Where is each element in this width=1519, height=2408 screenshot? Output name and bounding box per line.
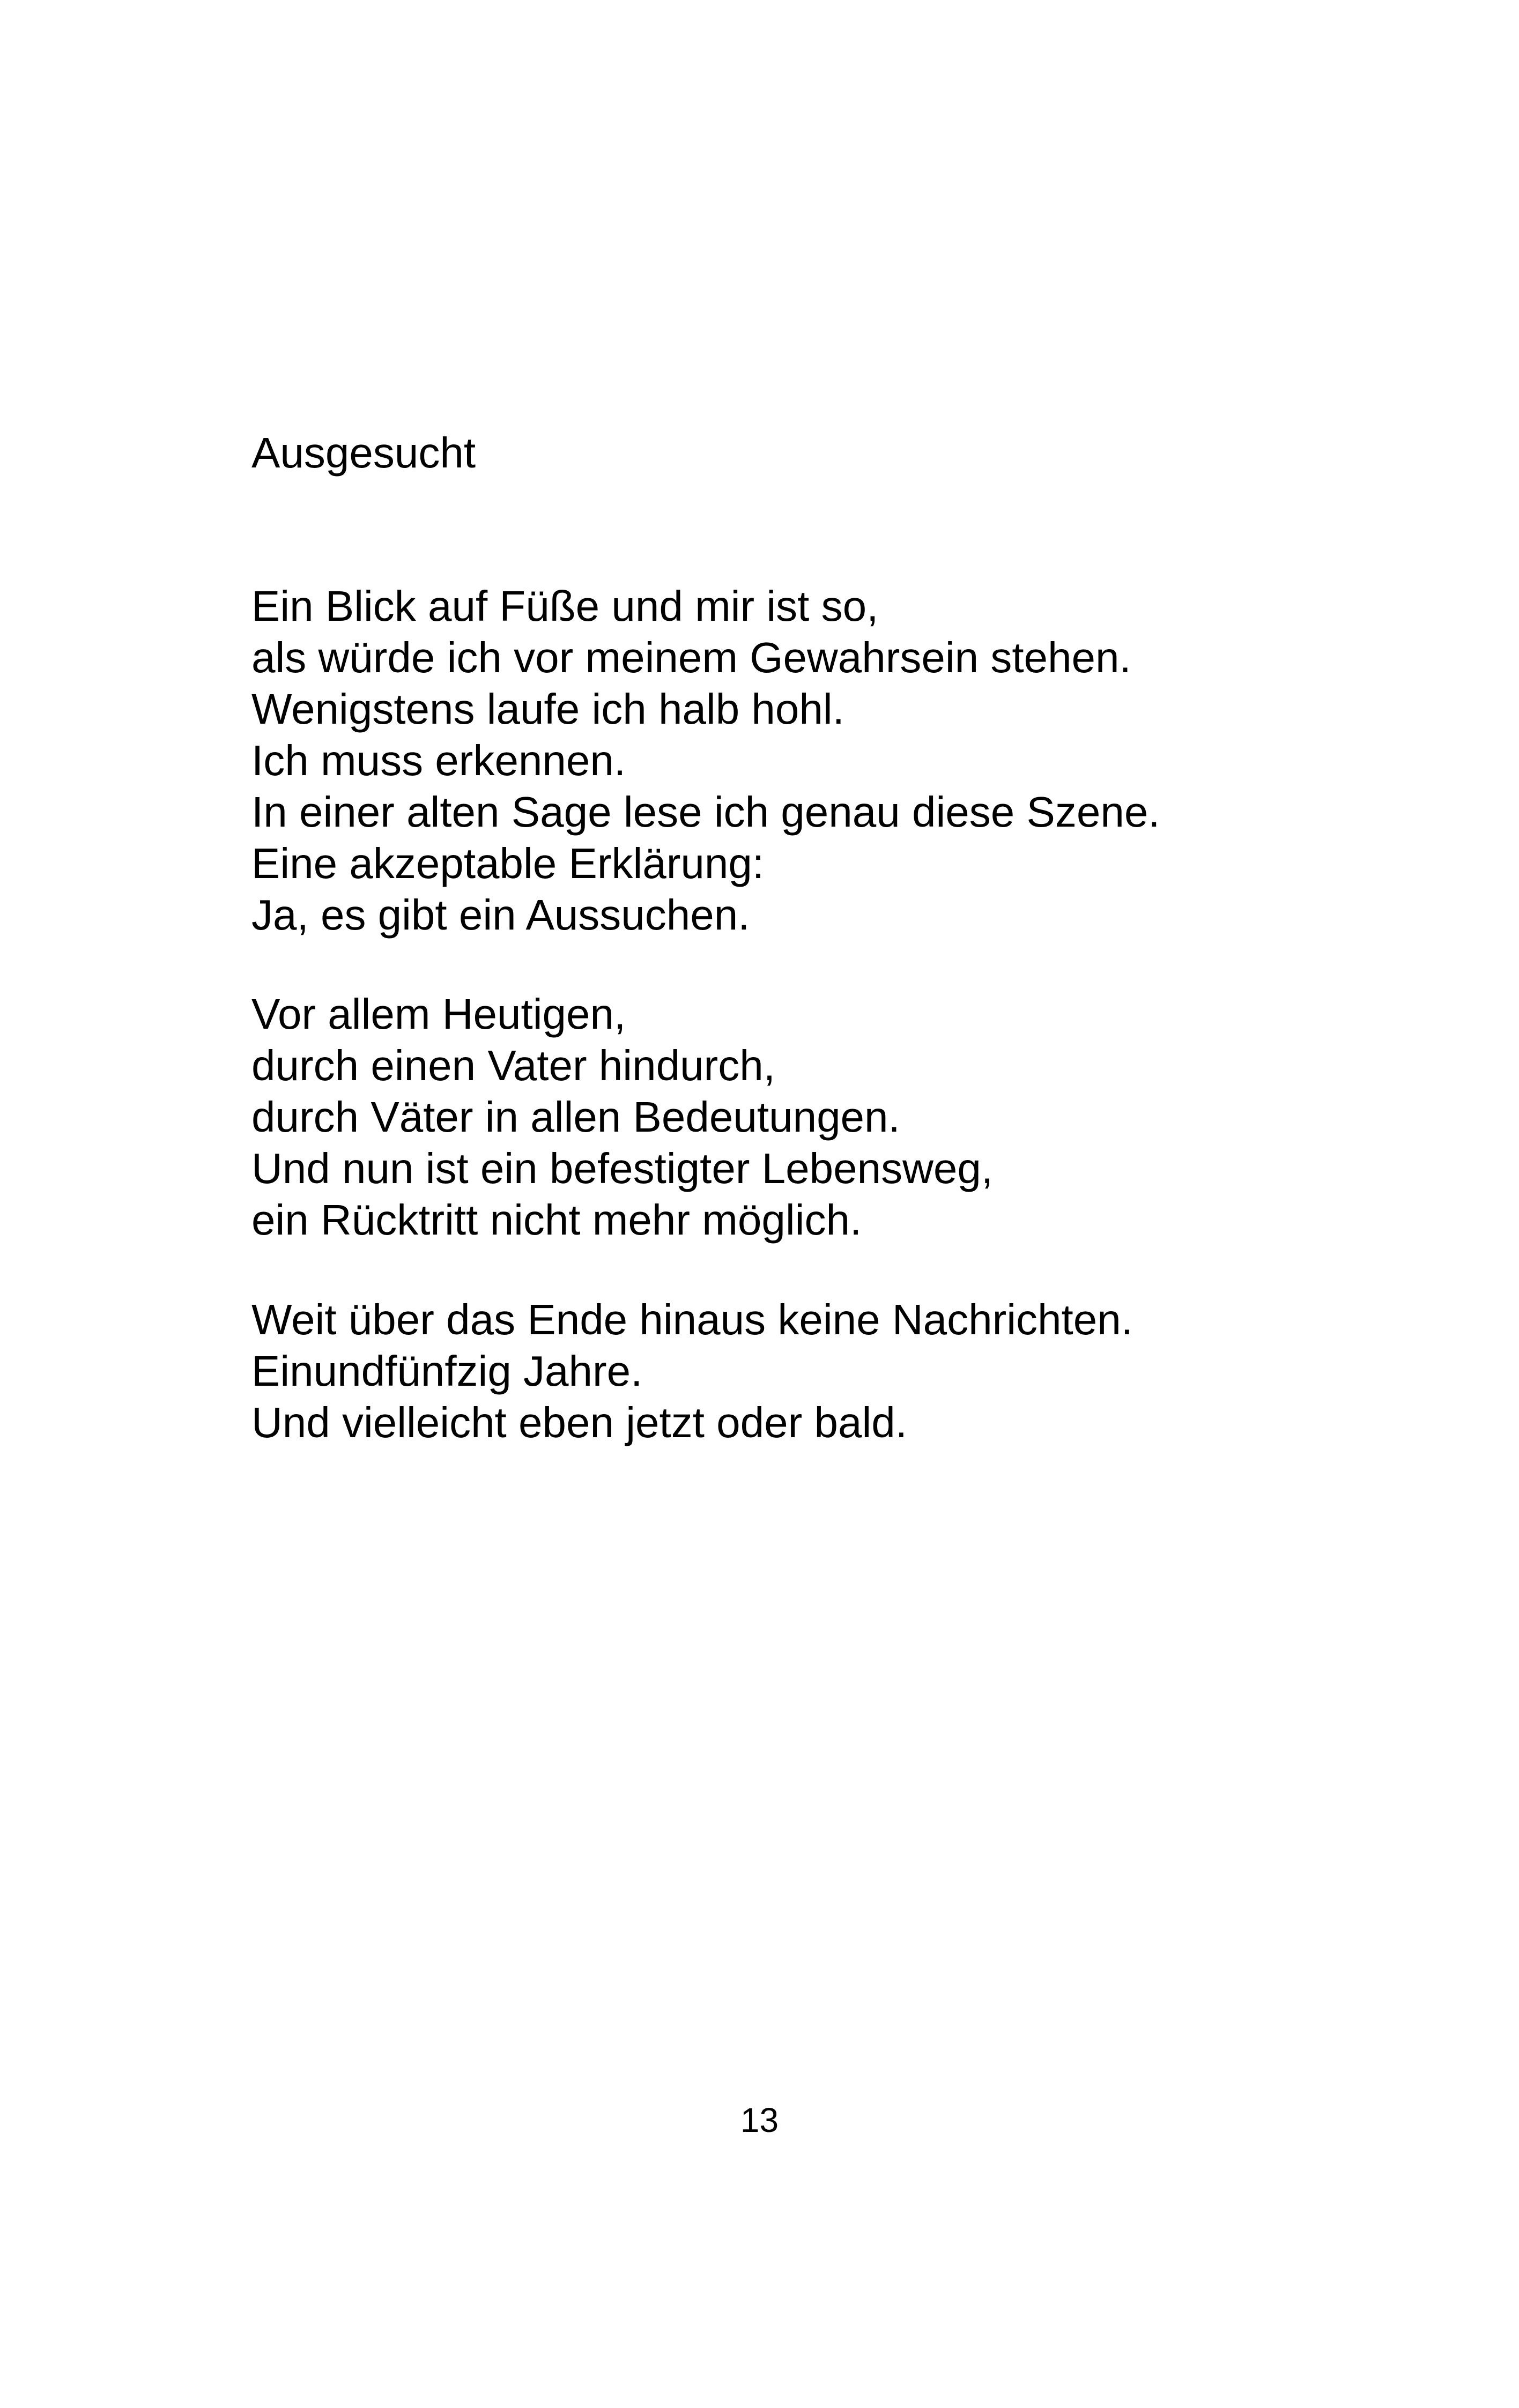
poem-line: Ja, es gibt ein Aussuchen.: [251, 891, 750, 939]
poem-line: Und vielleicht eben jetzt oder bald.: [251, 1399, 907, 1446]
poem-line: durch Väter in allen Bedeutungen.: [251, 1093, 900, 1141]
stanza-2: [251, 989, 993, 1246]
poem-line: Ein Blick auf Füße und mir ist so,: [251, 582, 879, 630]
poem-line: Und nun ist ein befestigter Lebensweg,: [251, 1144, 994, 1192]
page-number: 13: [740, 2101, 779, 2139]
poem-line: In einer alten Sage lese ich genau diese Szene.: [251, 788, 1160, 836]
stanza-3: [251, 1294, 1133, 1448]
poem-line: Vor allem Heutigen,: [251, 990, 626, 1038]
stanza-1: [251, 581, 1160, 941]
poem-line: Wenigstens laufe ich halb hohl.: [251, 685, 844, 733]
poem-line: als würde ich vor meinem Gewahrsein stehen.: [251, 634, 1131, 681]
poem-line: Weit über das Ende hinaus keine Nachrichten.: [251, 1296, 1133, 1343]
poem-line: Eine akzeptable Erklärung:: [251, 839, 765, 887]
poem-title: Ausgesucht: [251, 429, 476, 477]
poem-line: ein Rücktritt nicht mehr möglich.: [251, 1196, 862, 1244]
poem-line: durch einen Vater hindurch,: [251, 1042, 775, 1089]
poem-line: Ich muss erkennen.: [251, 737, 626, 784]
poem-line: Einundfünfzig Jahre.: [251, 1347, 643, 1395]
